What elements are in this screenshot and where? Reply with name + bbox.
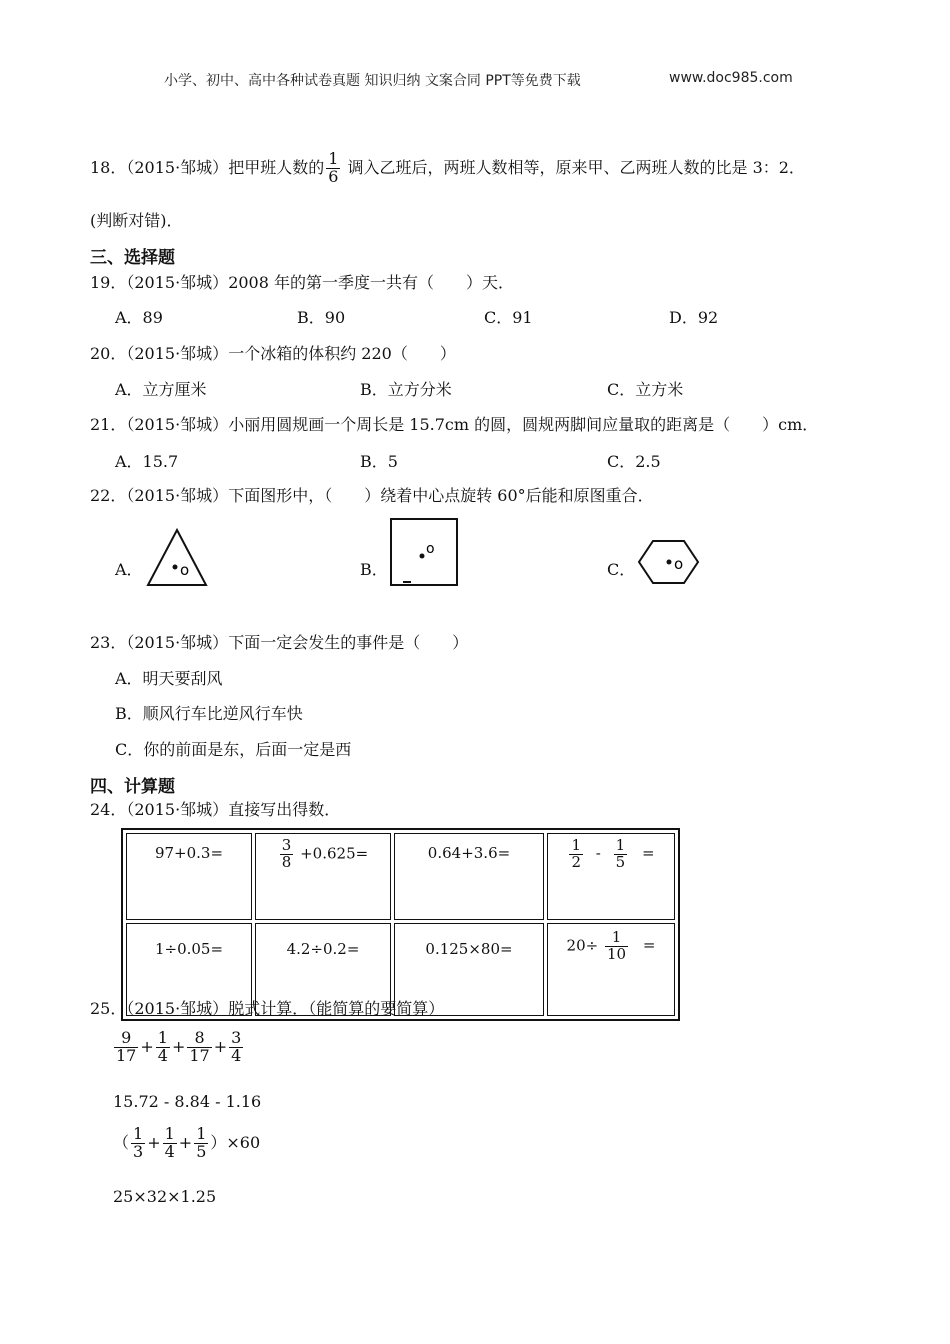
question-22: 22．（2015·邹城）下面图形中，（ ）绕着中心点旋转 60°后能和原图重合． <box>90 486 654 505</box>
option-c[interactable]: C．你的前面是东，后面一定是西 <box>115 740 352 759</box>
option-b[interactable]: B．立方分米 <box>360 380 452 399</box>
option-c[interactable]: C．2.5 <box>607 452 661 471</box>
option-c[interactable]: C．立方米 <box>607 380 684 399</box>
option-a[interactable]: A．15.7 <box>115 452 179 471</box>
question-19: 19．（2015·邹城）2008 年的第一季度一共有（ ）天． <box>90 273 514 292</box>
fraction: $\frac{1}{6}$ <box>328 149 339 186</box>
svg-text:o: o <box>674 555 684 573</box>
question-20: 20．（2015·邹城）一个冰箱的体积约 220（ ） <box>90 344 456 363</box>
table-cell: 0.125×80= <box>394 923 544 1016</box>
option-a[interactable]: A．立方厘米 <box>115 380 207 399</box>
question-24: 24．（2015·邹城）直接写出得数． <box>90 800 341 819</box>
option-d[interactable]: D．92 <box>669 308 719 327</box>
square-figure <box>387 516 461 588</box>
triangle-figure <box>144 527 210 589</box>
table-cell: 4.2÷0.2= <box>255 923 391 1016</box>
option-b[interactable]: B． <box>360 560 388 579</box>
option-c[interactable]: C． <box>607 560 636 579</box>
expression-1: $\frac{9}{17}$ + $\frac{1}{4}$ + $\frac{8}{17}$ + $\frac{3}{4}$ <box>116 1028 242 1065</box>
calc-table <box>121 828 680 1021</box>
section-title: 四、计算题 <box>90 777 175 797</box>
table-cell: 1÷0.05= <box>126 923 252 1016</box>
question-18-line2: (判断对错)． <box>90 211 183 230</box>
option-b[interactable]: B．5 <box>360 452 398 471</box>
expression-3: （ $\frac{1}{3}$ + $\frac{1}{4}$ + $\frac{1}{5}$ ）×60 <box>113 1124 261 1161</box>
question-25: 25．（2015·邹城）脱式计算．（能简算的要简算） <box>90 999 445 1018</box>
option-a[interactable]: A．明天要刮风 <box>115 669 223 688</box>
section-title: 三、选择题 <box>90 248 175 268</box>
option-a[interactable]: A．89 <box>115 308 163 327</box>
expression-2: 15.72 - 8.84 - 1.16 <box>113 1092 262 1111</box>
table-cell: 97+0.3= <box>126 833 252 920</box>
svg-text:o: o <box>180 561 190 579</box>
option-b[interactable]: B．顺风行车比逆风行车快 <box>115 704 303 723</box>
option-c[interactable]: C．91 <box>484 308 533 327</box>
question-18: 18．（2015·邹城）把甲班人数的 $\frac{1}{6}$ 调入乙班后，两班人数相等，原来甲、乙两班人数的比是 3：2． <box>90 149 805 186</box>
hexagon-figure <box>637 538 701 588</box>
question-23: 23．（2015·邹城）下面一定会发生的事件是（ ） <box>90 633 469 652</box>
option-b[interactable]: B．90 <box>297 308 346 327</box>
question-21: 21．（2015·邹城）小丽用圆规画一个周长是 15.7cm 的圆，圆规两脚间应量取的距离是（ ）cm． <box>90 415 819 434</box>
table-cell: 20÷ $\frac{1}{10}$ = <box>547 923 675 1016</box>
svg-text:o: o <box>426 541 435 557</box>
table-cell: $\frac{3}{8}$ +0.625= <box>255 833 391 920</box>
table-cell: 0.64+3.6= <box>394 833 544 920</box>
header-text: 小学、初中、高中各种试卷真题 知识归纳 文案合同 PPT等免费下载 <box>164 73 581 89</box>
header-url: www.doc985.com <box>669 70 793 86</box>
option-a[interactable]: A． <box>115 560 143 579</box>
expression-4: 25×32×1.25 <box>113 1187 217 1206</box>
table-cell: $\frac{1}{2}$ - $\frac{1}{5}$ = <box>547 833 675 920</box>
table-row <box>126 833 675 920</box>
